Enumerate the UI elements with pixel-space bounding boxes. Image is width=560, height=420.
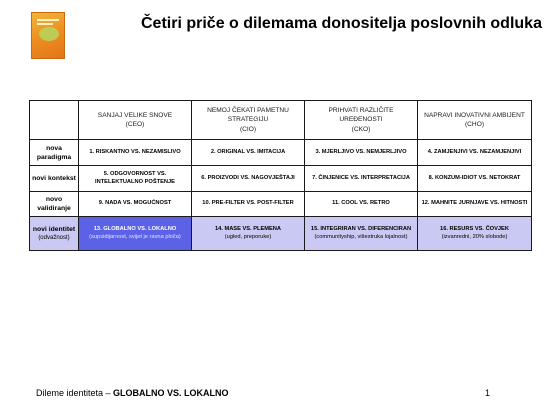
- dilemma-cell: [192, 217, 305, 251]
- dilemma-cell-note: (supsidijarnost, svijet je ravna ploča): [89, 233, 181, 240]
- row-label: novo validiranje: [30, 192, 79, 217]
- dilemma-cell: 9. NADA VS. MOGUĆNOST: [79, 192, 192, 217]
- column-header-cio: [192, 101, 305, 140]
- dilemma-cell: 11. COOL VS. RETRO: [305, 192, 418, 217]
- column-header-label: NAPRAVI INOVATIVNI AMBIJENT: [424, 111, 525, 119]
- column-header-ceo: [79, 101, 192, 140]
- table-row: [30, 166, 532, 192]
- dilemma-cell: 5. ODGOVORNOST VS. INTELEKTUALNO POŠTENJE: [79, 166, 192, 192]
- dilemma-cell-active: [79, 217, 192, 251]
- corner-cell: [30, 101, 79, 140]
- column-header-abbr: (CKO): [351, 125, 371, 133]
- column-header-cho: [418, 101, 532, 140]
- column-header-label: PRIHVATI RAZLIČITE UREĐENOSTI: [328, 106, 394, 124]
- table-row: [30, 192, 532, 217]
- dilemma-cell-text: 13. GLOBALNO VS. LOKALNO: [93, 225, 177, 232]
- dilemma-cell: [305, 217, 418, 251]
- book-cover-logo: [31, 12, 65, 59]
- dilemma-cell: 10. PRE-FILTER VS. POST-FILTER: [192, 192, 305, 217]
- dilemma-cell-note: (communityship, višestruka lojalnost): [314, 233, 408, 240]
- dilemma-cell: 4. ZAMJENJIVI VS. NEZAMJENJIVI: [418, 140, 532, 166]
- dilemma-cell-text: 15. INTEGRIRAN VS. DIFERENCIRAN: [310, 225, 412, 232]
- page-number: 1: [485, 388, 491, 398]
- footer-caption: [36, 388, 229, 398]
- row-label-text: novi identitet: [32, 225, 76, 233]
- dilemma-table: [29, 100, 532, 251]
- dilemma-cell: 2. ORIGINAL VS. IMITACIJA: [192, 140, 305, 166]
- column-header-label: NEMOJ ČEKATI PAMETNU STRATEGIJU: [207, 106, 289, 124]
- row-sublabel: (odvažnost): [38, 234, 70, 241]
- column-header-label: SANJAJ VELIKE SNOVE: [97, 111, 173, 119]
- dilemma-cell-text: 14. MASE VS. PLEMENA: [214, 225, 282, 232]
- table-row-highlighted: [30, 217, 532, 251]
- dilemma-cell: [418, 217, 532, 251]
- dilemma-cell: 1. RISKANTNO VS. NEZAMISLIVO: [79, 140, 192, 166]
- dilemma-cell: 7. ČINJENICE VS. INTERPRETACIJA: [305, 166, 418, 192]
- page-title: Četiri priče o dilemama donositelja poslovnih odluka: [141, 15, 542, 32]
- dilemma-cell: 3. MJERLJIVO VS. NEMJERLJIVO: [305, 140, 418, 166]
- dilemma-cell: 6. PROIZVODI VS. NAGOVJEŠTAJI: [192, 166, 305, 192]
- dilemma-cell: 12. MAHNITE JURNJAVE VS. HITNOSTI: [418, 192, 532, 217]
- column-header-abbr: (CHO): [464, 121, 485, 128]
- footer-emphasis: GLOBALNO VS. LOKALNO: [113, 388, 229, 398]
- dilemma-cell-note: (izvanredni, 20% slobode): [441, 233, 508, 240]
- row-label: nova paradigma: [30, 140, 79, 166]
- row-label: novi kontekst: [30, 166, 79, 192]
- row-label: [30, 217, 79, 251]
- column-header-abbr: (CIO): [239, 125, 257, 133]
- table-row: [30, 140, 532, 166]
- column-header-cko: [305, 101, 418, 140]
- header-row: [30, 101, 532, 140]
- dilemma-cell: 8. KONZUM-IDIOT VS. NETOKRAT: [418, 166, 532, 192]
- dilemma-cell-text: 16. RESURS VS. ČOVJEK: [440, 225, 509, 232]
- column-header-abbr: (CEO): [125, 121, 145, 128]
- footer-prefix: Dileme identiteta –: [36, 388, 114, 398]
- dilemma-cell-note: (ugled, preporuke): [224, 233, 272, 240]
